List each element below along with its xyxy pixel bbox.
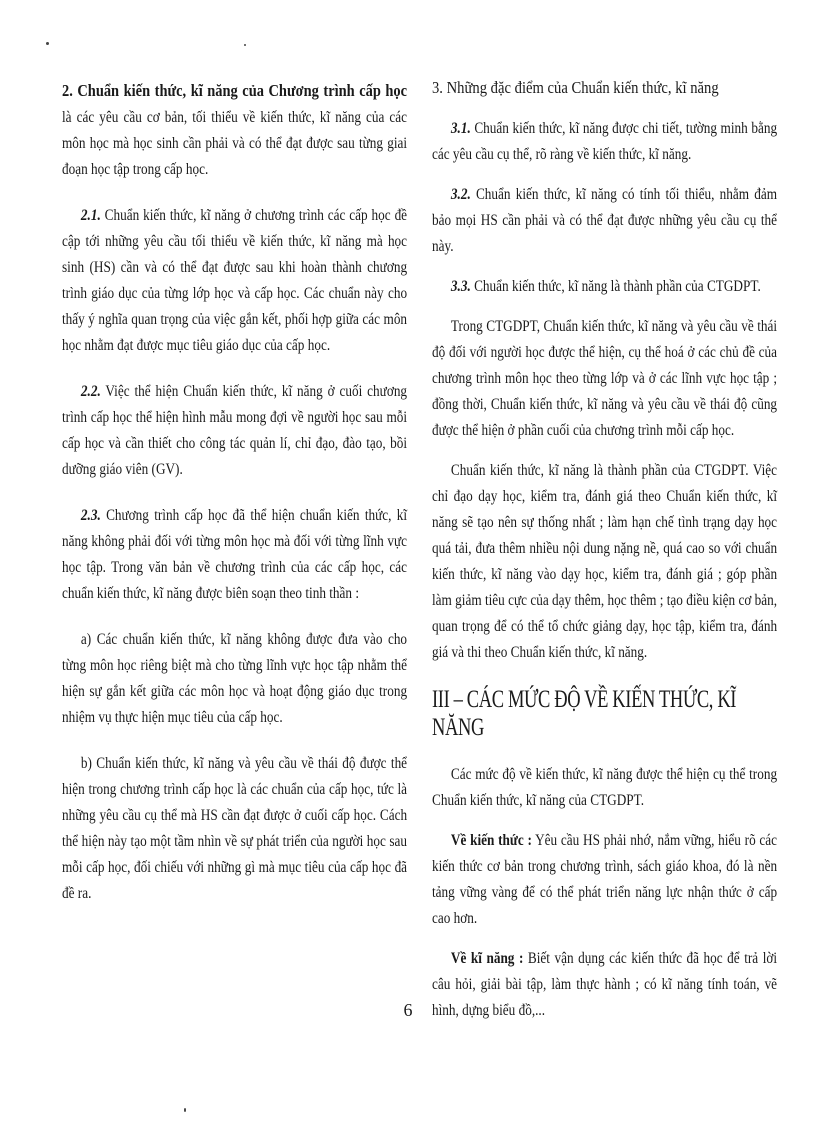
scan-speck bbox=[46, 42, 49, 45]
item-3-2-number: 3.2. bbox=[450, 186, 471, 203]
page-number: 6 bbox=[403, 1000, 413, 1020]
item-2-3-text: Chương trình cấp học đã thể hiện chuẩn kiến thức, kĩ năng không phải đối với từng môn học mà đối với từng lĩnh vực học tập. Trong văn bản về chương trình của các cấp học, các chuẩn kiến thức, kĩ năng được biên soạn theo tinh thần : bbox=[62, 507, 408, 602]
paragraph-ctgdpt: Trong CTGDPT, Chuẩn kiến thức, kĩ năng và yêu cầu về thái độ đối với người học được thể hiện, cụ thể hoá ở các chủ đề của chương trình môn học theo từng lớp và ở các lĩnh vực học tập ; đồng thời, Chuẩn kiến thức, kĩ năng và yêu cầu về thái độ cũng được thể hiện ở phần cuối của chương trình mỗi cấp học. bbox=[432, 318, 778, 439]
ve-kien-thuc-label: Về kiến thức : bbox=[450, 832, 532, 849]
item-3-1-number: 3.1. bbox=[450, 120, 471, 137]
section-III-heading: III – CÁC MỨC ĐỘ VỀ KIẾN THỨC, KĨ NĂNG bbox=[432, 686, 737, 741]
item-a: a) Các chuẩn kiến thức, kĩ năng không được đưa vào cho từng môn học riêng biệt mà cho từng lĩnh vực học tập nhằm thể hiện sự gắn kết giữa các môn học và hoạt động giáo dục trong nhiệm vụ thực hiện mục tiêu của cấp học. bbox=[62, 631, 408, 726]
section-2-lead: 2. Chuẩn kiến thức, kĩ năng của Chương trình cấp học bbox=[62, 81, 408, 100]
ve-ki-nang-text: Biết vận dụng các kiến thức đã học để trả lời câu hỏi, giải bài tập, làm thực hành ; có kĩ năng tính toán, vẽ hình, dựng biểu đồ,... bbox=[432, 950, 778, 1019]
item-2-2 bbox=[62, 379, 407, 483]
item-2-1 bbox=[62, 203, 407, 359]
item-3-2-text: Chuẩn kiến thức, kĩ năng có tính tối thiểu, nhằm đảm bảo mọi HS cần phải và có thể đạt được những yêu cầu cụ thể này. bbox=[432, 186, 778, 255]
right-column bbox=[432, 78, 777, 1024]
item-3-3-text: Chuẩn kiến thức, kĩ năng là thành phần của CTGDPT. bbox=[470, 278, 761, 295]
item-3-1 bbox=[432, 116, 777, 168]
scan-speck bbox=[244, 44, 246, 46]
item-3-3 bbox=[432, 274, 777, 300]
scan-speck bbox=[184, 1108, 186, 1112]
item-2-3 bbox=[62, 503, 407, 607]
item-b: b) Chuẩn kiến thức, kĩ năng và yêu cầu về thái độ được thể hiện trong chương trình cấp học là các chuẩn của cấp học, tức là những yêu cầu cụ thể mà HS cần đạt được ở cuối cấp học. Cách thể hiện này tạo một tầm nhìn về sự phát triển của người học sau mỗi cấp học, đối chiếu với những gì mà mục tiêu của cấp học đã đề ra. bbox=[62, 755, 408, 902]
item-2-3-number: 2.3. bbox=[80, 507, 101, 524]
ve-kien-thuc-text: Yêu cầu HS phải nhớ, nắm vững, hiểu rõ các kiến thức cơ bản trong chương trình, sách giáo khoa, đó là nền tảng vững vàng để có thể phát triển năng lực nhận thức ở cấp cao hơn. bbox=[432, 832, 778, 927]
item-3-1-text: Chuẩn kiến thức, kĩ năng được chi tiết, tường minh bằng các yêu cầu cụ thể, rõ ràng về kiến thức, kĩ năng. bbox=[432, 120, 778, 163]
section-2-paragraph bbox=[62, 78, 407, 183]
section-2-text: là các yêu cầu cơ bản, tối thiểu về kiến thức, kĩ năng của các môn học mà học sinh cần phải và có thể đạt được sau từng giai đoạn học tập trong cấp học. bbox=[62, 109, 408, 178]
ve-ki-nang-label: Về kĩ năng : bbox=[450, 950, 524, 967]
item-3-3-number: 3.3. bbox=[450, 278, 471, 295]
left-column bbox=[62, 78, 407, 907]
item-2-1-number: 2.1. bbox=[80, 207, 101, 224]
paragraph-chuan: Chuẩn kiến thức, kĩ năng là thành phần của CTGDPT. Việc chỉ đạo dạy học, kiểm tra, đánh giá theo Chuẩn kiến thức, kĩ năng sẽ tạo nên sự thống nhất ; làm hạn chế tình trạng dạy học quá tải, đưa thêm nhiều nội dung nặng nề, quá cao so với chuẩn kiến thức, kĩ năng vào dạy học, kiểm tra, đánh giá ; góp phần làm giảm tiêu cực của dạy thêm, học thêm ; tạo điều kiện cơ bản, quan trọng để có thể tổ chức giảng dạy, học tập, kiểm tra, đánh giá và thi theo Chuẩn kiến thức, kĩ năng. bbox=[432, 462, 778, 661]
paragraph-ve-kien-thuc bbox=[432, 828, 777, 932]
item-2-1-text: Chuẩn kiến thức, kĩ năng ở chương trình các cấp học đề cập tới những yêu cầu tối thiểu về kiến thức, kĩ năng mà học sinh (HS) cần và có thể đạt được sau khi hoàn thành chương trình giáo dục của từng lớp học và cấp học. Các chuẩn này cho thấy ý nghĩa quan trọng của việc gắn kết, phối hợp giữa các môn học nhằm đạt được mục tiêu giáo dục của cấp học. bbox=[62, 207, 408, 354]
section-3-heading: 3. Những đặc điểm của Chuẩn kiến thức, kĩ năng bbox=[432, 78, 719, 97]
paragraph-muc-do: Các mức độ về kiến thức, kĩ năng được thể hiện cụ thể trong Chuẩn kiến thức, kĩ năng của CTGDPT. bbox=[432, 766, 778, 809]
item-2-2-number: 2.2. bbox=[80, 383, 101, 400]
item-3-2 bbox=[432, 182, 777, 260]
item-2-2-text: Việc thể hiện Chuẩn kiến thức, kĩ năng ở cuối chương trình cấp học thể hiện hình mẫu mong đợi về người học sau mỗi cấp học và cần thiết cho công tác quản lí, chỉ đạo, đào tạo, bồi dưỡng giáo viên (GV). bbox=[62, 383, 408, 478]
